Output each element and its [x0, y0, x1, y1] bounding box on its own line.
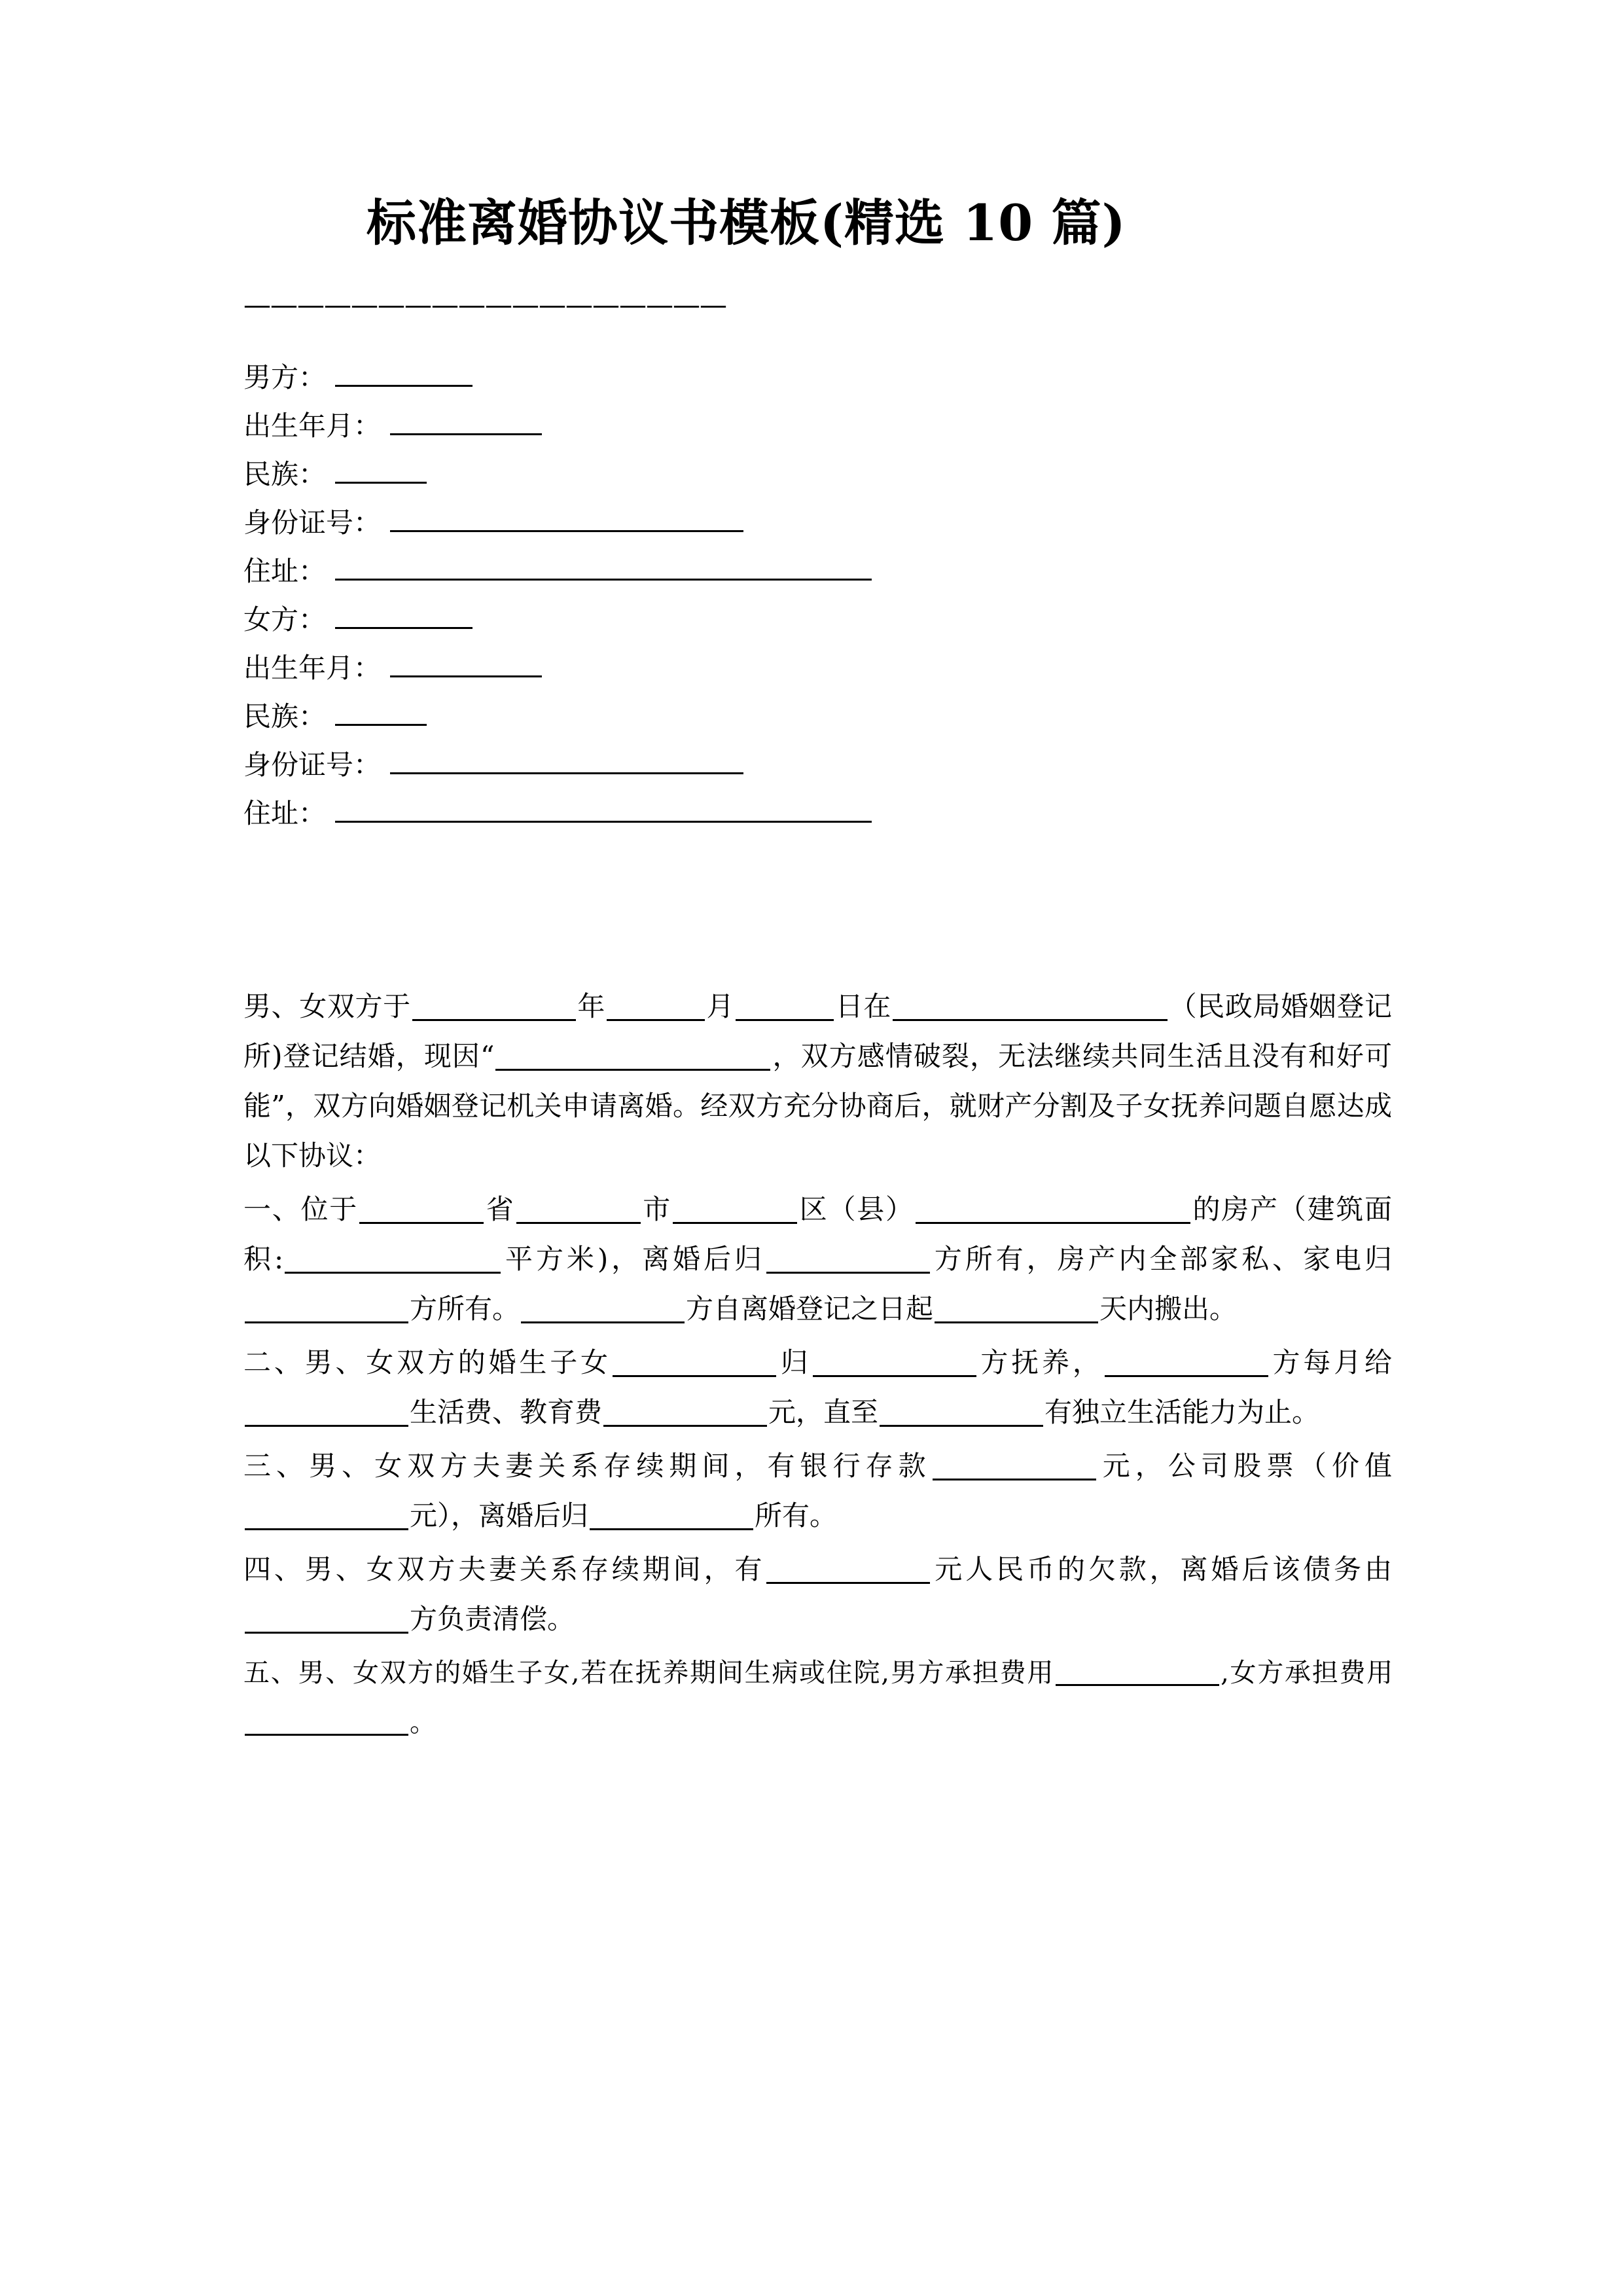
field-row-female-ethnicity — [243, 692, 1395, 741]
blank-floor-area[interactable] — [285, 1244, 501, 1274]
article-text: 男、女双方的婚生子女 — [304, 1346, 611, 1378]
blank-moveout-party[interactable] — [521, 1294, 685, 1323]
blank-province[interactable] — [359, 1194, 484, 1224]
paragraph-article-1 — [243, 1185, 1392, 1334]
paragraph-article-2 — [243, 1338, 1392, 1437]
article-text: 归 — [777, 1346, 812, 1378]
blank-debt-amount[interactable] — [766, 1554, 930, 1584]
field-row-female-name — [243, 596, 1395, 644]
blank-child-name[interactable] — [613, 1348, 776, 1377]
blank-bank-deposit[interactable] — [933, 1451, 1096, 1480]
article-number: 四、 — [243, 1553, 305, 1585]
article-number: 五、 — [243, 1658, 298, 1688]
article-text: 省 — [485, 1193, 515, 1225]
article-text: 元，直至 — [768, 1396, 879, 1428]
intro-text-6: ，双方感情破裂，无法继续共同生活且没有和好可能”，双方向婚姻登记机关申请离婚。经双方充分协商后，就财产分割及子女抚养问题自愿达成以下协议： — [243, 1040, 1392, 1172]
field-label: 民族： — [243, 458, 327, 490]
intro-text-2: 年 — [577, 990, 605, 1022]
blank-property-owner[interactable] — [766, 1244, 930, 1274]
field-row-female-address — [243, 789, 1395, 838]
blank-male-medical-cost[interactable] — [1056, 1658, 1219, 1686]
article-text: ,女方承担费用 — [1221, 1658, 1392, 1688]
intro-text-5: （民政局婚姻登记所)登记结婚，现因“ — [243, 990, 1392, 1072]
blank-assets-owner[interactable] — [590, 1501, 753, 1530]
article-text: 方负责清偿。 — [410, 1603, 575, 1635]
blank-support-until[interactable] — [880, 1397, 1043, 1427]
paragraph-article-5 — [243, 1648, 1392, 1748]
field-row-female-birthdate — [243, 644, 1395, 692]
article-text: 方抚养， — [977, 1346, 1103, 1378]
blank-support-amount[interactable] — [603, 1397, 767, 1427]
intro-text-4: 日在 — [835, 990, 892, 1022]
article-text: 区（县） — [798, 1193, 914, 1225]
paragraph-intro — [243, 982, 1392, 1181]
article-number: 一、 — [243, 1193, 301, 1225]
article-text: 男、女双方的婚生子女,若在抚养期间生病或住院,男方承担费用 — [298, 1658, 1055, 1688]
field-row-male-name — [243, 353, 1395, 402]
article-text: 生活费、教育费 — [410, 1396, 603, 1428]
blank-property-address[interactable] — [916, 1194, 1190, 1224]
paragraph-article-4 — [243, 1545, 1392, 1644]
blank-custody-party[interactable] — [813, 1348, 976, 1377]
article-text: 的房产（建筑面积: — [243, 1193, 1392, 1275]
article-text: 天内搬出。 — [1099, 1293, 1238, 1325]
blank-marriage-day[interactable] — [736, 992, 834, 1021]
blank-marriage-year[interactable] — [412, 992, 576, 1021]
field-input-blank[interactable] — [390, 503, 743, 532]
article-text: 有独立生活能力为止。 — [1044, 1396, 1320, 1428]
blank-furniture-owner[interactable] — [245, 1294, 408, 1323]
blank-divorce-reason[interactable] — [495, 1041, 770, 1071]
blank-stock-value[interactable] — [245, 1501, 408, 1530]
article-text: 平方米)，离婚后归 — [502, 1243, 765, 1275]
field-input-blank[interactable] — [335, 696, 427, 726]
article-text: 男、女双方夫妻关系存续期间，有银行存款 — [309, 1450, 931, 1482]
blank-marriage-month[interactable] — [607, 992, 705, 1021]
blank-moveout-days[interactable] — [935, 1294, 1098, 1323]
article-text: 位于 — [300, 1193, 358, 1225]
field-input-blank[interactable] — [335, 454, 427, 484]
article-text: 方所有。 — [410, 1293, 520, 1325]
field-input-blank[interactable] — [390, 745, 743, 774]
field-row-female-id-number — [243, 741, 1395, 789]
field-input-blank[interactable] — [335, 793, 872, 823]
agreement-body — [243, 982, 1392, 1751]
field-label: 身份证号： — [243, 507, 382, 539]
field-input-blank[interactable] — [390, 648, 542, 677]
field-label: 出生年月： — [243, 410, 382, 442]
article-text: 元人民币的欠款，离婚后该债务由 — [931, 1553, 1392, 1585]
field-label: 出生年月： — [243, 652, 382, 684]
field-label: 民族： — [243, 700, 327, 732]
intro-text-3: 月 — [705, 990, 735, 1022]
article-number: 二、 — [243, 1346, 305, 1378]
field-label: 女方： — [243, 603, 327, 636]
field-row-male-id-number — [243, 499, 1395, 547]
field-input-blank[interactable] — [335, 551, 872, 581]
article-text: 。 — [410, 1708, 435, 1738]
blank-district[interactable] — [673, 1194, 797, 1224]
blank-support-recipient[interactable] — [245, 1397, 408, 1427]
article-text: 男、女双方夫妻关系存续期间，有 — [304, 1553, 766, 1585]
field-input-blank[interactable] — [335, 600, 473, 629]
field-label: 男方： — [243, 361, 327, 393]
field-row-male-ethnicity — [243, 450, 1395, 499]
article-text: 市 — [641, 1193, 671, 1225]
blank-city[interactable] — [516, 1194, 641, 1224]
party-fields-block — [243, 353, 1395, 838]
separator-rule: —————————————————— — [243, 289, 726, 321]
page-title: 标准离婚协议书模板(精选 10 篇) — [366, 194, 1126, 252]
field-input-blank[interactable] — [335, 357, 473, 387]
field-input-blank[interactable] — [390, 406, 542, 435]
article-text: 方所有，房产内全部家私、家电归 — [931, 1243, 1392, 1275]
article-text: 所有。 — [755, 1499, 838, 1532]
article-number: 三、 — [243, 1450, 310, 1482]
paragraph-article-3 — [243, 1441, 1392, 1541]
field-label: 住址： — [243, 555, 327, 587]
article-text: 方每月给 — [1269, 1346, 1392, 1378]
intro-text-1: 男、女双方于 — [243, 990, 411, 1022]
field-label: 住址： — [243, 797, 327, 829]
field-row-male-address — [243, 547, 1395, 596]
article-text: 元，公司股票（价值 — [1097, 1450, 1392, 1482]
blank-debt-party[interactable] — [245, 1604, 408, 1634]
blank-payer-party[interactable] — [1105, 1348, 1268, 1377]
blank-registry-office[interactable] — [893, 992, 1168, 1021]
article-text: 方自离婚登记之日起 — [686, 1293, 934, 1325]
blank-female-medical-cost[interactable] — [245, 1708, 408, 1736]
article-text: 元），离婚后归 — [410, 1499, 589, 1532]
field-label: 身份证号： — [243, 749, 382, 781]
field-row-male-birthdate — [243, 402, 1395, 450]
